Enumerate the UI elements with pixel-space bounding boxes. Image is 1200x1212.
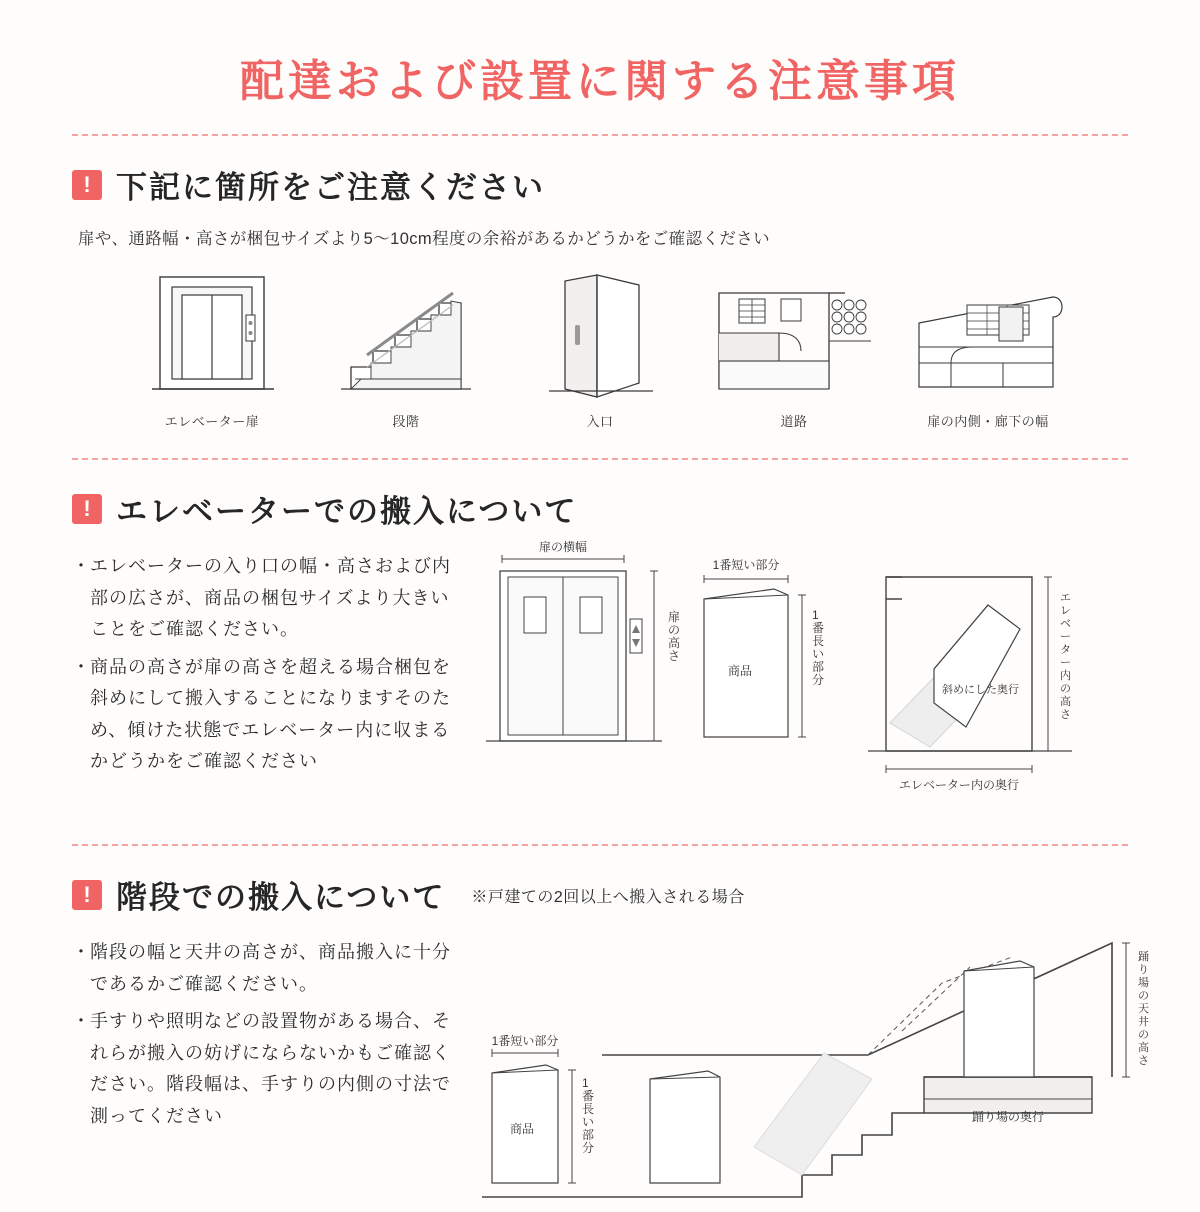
icon-cell-corridor bbox=[898, 271, 1078, 430]
label-longest: 1 番長い部分 bbox=[582, 1076, 595, 1156]
icon-row bbox=[72, 271, 1128, 430]
label-door-height: 扉の高さ bbox=[668, 610, 681, 664]
icon-cell-entrance bbox=[510, 271, 690, 430]
label-elevator-inner-depth: エレベーター内の奥行 bbox=[898, 778, 1020, 793]
label-landing-depth: 踊り場の奥行 bbox=[971, 1110, 1045, 1125]
icon-caption: 扉の内側・廊下の幅 bbox=[927, 414, 1049, 430]
list-item bbox=[72, 1006, 462, 1132]
bullet-marker: ・ bbox=[72, 556, 91, 577]
section-3-body bbox=[72, 927, 1149, 1212]
divider-2 bbox=[72, 458, 1128, 460]
section-2-figure bbox=[472, 541, 1162, 816]
list-item bbox=[72, 551, 462, 646]
divider-3 bbox=[72, 844, 1128, 846]
exclamation-icon: ! bbox=[72, 494, 102, 524]
icon-caption: 入口 bbox=[586, 414, 614, 430]
section-2-title: エレベーターでの搬入について bbox=[116, 494, 578, 530]
section-notice-points bbox=[0, 162, 1200, 430]
list-item bbox=[72, 937, 462, 1000]
section-1-header bbox=[72, 162, 1128, 207]
label-product: 商品 bbox=[509, 1122, 535, 1137]
section-3-bullets bbox=[72, 927, 462, 1212]
page-title: 配達および設置に関する注意事項 bbox=[240, 57, 960, 106]
stairs-icon bbox=[331, 271, 481, 401]
label-door-width: 扉の横幅 bbox=[538, 541, 588, 555]
icon-caption: 段階 bbox=[392, 414, 420, 430]
label-landing-ceiling-height: 踊り場の天井の高さ bbox=[1138, 951, 1149, 1068]
corridor-icon bbox=[903, 271, 1073, 401]
elevator-diagram bbox=[472, 541, 1162, 811]
section-1-title: 下記に箇所をご注意ください bbox=[116, 170, 545, 206]
label-elevator-inner-height: エレベーター内の高さ bbox=[1060, 592, 1071, 722]
label-product: 商品 bbox=[727, 664, 753, 679]
exclamation-icon: ! bbox=[72, 880, 102, 910]
bullet-text: 階段の幅と天井の高さが、商品搬入に十分であるかご確認ください。 bbox=[90, 942, 451, 994]
elevator-icon bbox=[142, 271, 282, 401]
entrance-door-icon bbox=[535, 271, 665, 401]
section-2-bullets bbox=[72, 541, 462, 816]
section-3-title-group bbox=[72, 872, 445, 917]
bullet-marker: ・ bbox=[72, 942, 91, 963]
bullet-text: 手すりや照明などの設置物がある場合、それらが搬入の妨げにならないかもご確認ください。階段幅は、手すりの内側の寸法で測ってください bbox=[90, 1011, 451, 1126]
icon-cell-elevator bbox=[122, 271, 302, 430]
section-3-note: ※戸建ての2回以上へ搬入される場合 bbox=[471, 888, 745, 906]
label-tilted-depth: 斜めにした奥行 bbox=[942, 684, 1019, 697]
bullet-text: 商品の高さが扉の高さを超える場合梱包を斜めにして搬入することになりますそのため、傾けた状態でエレベーター内に収まるかどうかをご確認ください bbox=[90, 656, 451, 772]
label-longest: 1 番長い部分 bbox=[812, 608, 825, 688]
stairs-diagram bbox=[472, 927, 1162, 1207]
label-shortest: 1番短い部分 bbox=[712, 558, 780, 573]
section-stairs-carry-in bbox=[0, 872, 1200, 1212]
list-item bbox=[72, 652, 462, 778]
icon-cell-stairs bbox=[316, 271, 496, 430]
section-3-title: 階段での搬入について bbox=[116, 880, 446, 916]
icon-cell-road bbox=[704, 271, 884, 430]
icon-caption: エレベーター扉 bbox=[164, 414, 260, 430]
section-2-header bbox=[72, 486, 1128, 531]
section-3-header bbox=[72, 872, 1128, 917]
exclamation-icon: ! bbox=[72, 170, 102, 200]
section-2-body bbox=[72, 541, 1128, 816]
icon-caption: 道路 bbox=[780, 414, 808, 430]
section-1-subtext: 扉や、通路幅・高さが梱包サイズより5〜10cm程度の余裕があるかどうかをご確認ください bbox=[78, 230, 771, 249]
road-icon bbox=[709, 271, 879, 401]
divider-1 bbox=[72, 134, 1128, 136]
bullet-text: エレベーターの入り口の幅・高さおよび内部の広さが、商品の梱包サイズより大きいことをご確認ください。 bbox=[90, 556, 451, 640]
section-elevator-carry-in bbox=[0, 486, 1200, 816]
section-3-figure bbox=[472, 927, 1162, 1212]
label-shortest: 1番短い部分 bbox=[491, 1034, 559, 1049]
bullet-marker: ・ bbox=[72, 1011, 91, 1032]
bullet-marker: ・ bbox=[72, 656, 91, 677]
